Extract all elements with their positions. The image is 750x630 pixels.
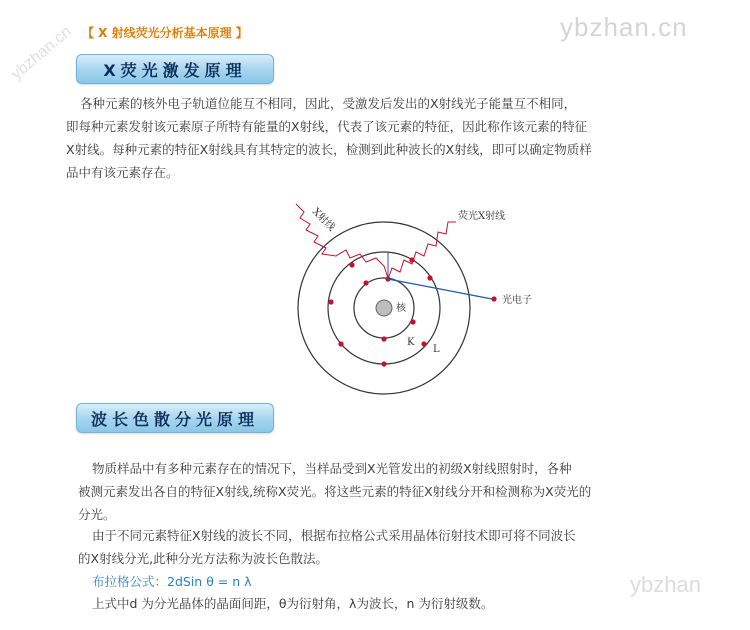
- electron: [338, 341, 343, 346]
- electron: [421, 341, 426, 346]
- text-line: 分光。: [78, 507, 116, 522]
- text-line: X射线。每种元素的特征X射线具有其特定的波长，检测到此种波长的X射线，即可以确定物质样: [66, 142, 592, 157]
- bragg-formula: 布拉格公式：2dSin θ = n λ: [92, 574, 252, 589]
- electron: [381, 361, 386, 366]
- paragraph-dispersion-2: [78, 524, 698, 570]
- photoelectron: [491, 296, 496, 301]
- nucleus: [376, 300, 392, 316]
- label-xray: X射线: [309, 206, 337, 234]
- banner-xray-excitation: X荧光激发原理: [76, 54, 274, 84]
- electron: [410, 319, 415, 324]
- text-line: 各种元素的核外电子轨道位能互不相同，因此，受激发后发出的X射线光子能量互不相同，: [80, 96, 577, 111]
- text-line: 由于不同元素特征X射线的波长不同，根据布拉格公式采用晶体衍射技术即可将不同波长: [92, 528, 576, 543]
- electron: [349, 262, 354, 267]
- incident-xray-wave: [296, 204, 388, 278]
- watermark-top: ybzhan.cn: [560, 12, 688, 42]
- watermark-side: ybzhan.cn: [8, 23, 75, 84]
- text-line: 被测元素发出各自的特征X射线,统称X荧光。将这些元素的特征X射线分开和检测称为X荧光的: [78, 484, 592, 499]
- label-photoelectron: 光电子: [502, 295, 532, 306]
- paragraph-dispersion-1: [78, 457, 698, 526]
- text-line: 品中有该元素存在。: [66, 165, 179, 180]
- photoelectron-path: [388, 279, 492, 299]
- formula-explanation: 上式中d 为分光晶体的晶面间距，θ为衍射角，λ为波长，n 为衍射级数。: [92, 596, 494, 611]
- label-fluorescent-xray: 荧光X射线: [458, 211, 506, 222]
- label-nucleus: 核: [396, 303, 406, 314]
- label-l-shell: L: [433, 344, 440, 355]
- label-k-shell: K: [407, 337, 415, 348]
- banner-wavelength-dispersion: 波长色散分光原理: [76, 403, 274, 433]
- electron: [381, 336, 386, 341]
- watermark-bottom: ybzhan: [630, 572, 701, 597]
- text-line: 的X射线分光,此种分光方法称为波长色散法。: [78, 551, 329, 566]
- electron: [328, 299, 333, 304]
- text-line: 物质样品中有多种元素存在的情况下，当样品受到X光管发出的初级X射线照射时，各种: [92, 461, 572, 476]
- text-line: 即每种元素发射该元素原子所特有能量的X射线，代表了该元素的特征，因此称作该元素的特征: [66, 119, 588, 134]
- section-heading: 【 X 射线荧光分析基本原理 】: [82, 26, 248, 40]
- electron: [427, 275, 432, 280]
- electron: [363, 280, 368, 285]
